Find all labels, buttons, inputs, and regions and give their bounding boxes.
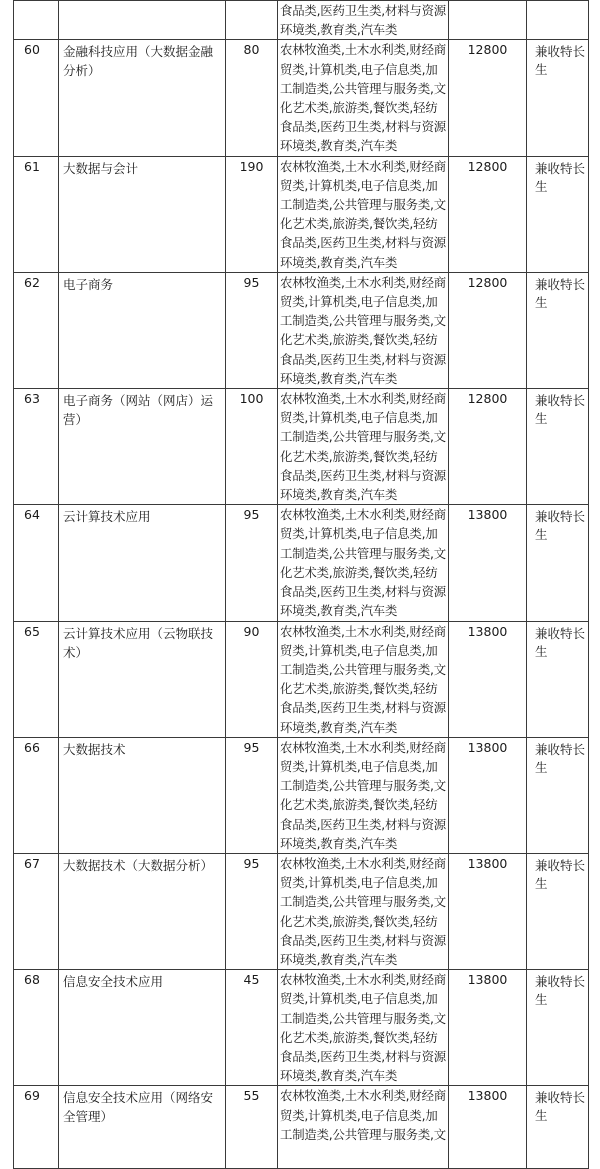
tuition-fee-cell: 13800 — [449, 1086, 527, 1169]
categories-line: 环境类,教育类,汽车类 — [280, 1068, 398, 1084]
table-row — [14, 389, 589, 505]
table-row — [14, 156, 589, 272]
categories-line: 化艺术类,旅游类,餐饮类,轻纺 — [280, 1029, 438, 1045]
categories-line: 贸类,计算机类,电子信息类,加 — [280, 1107, 438, 1123]
categories-line: 环境类,教育类,汽车类 — [280, 951, 398, 967]
major-name-line: 信息安全技术应用 — [63, 974, 164, 990]
categories-line: 工制造类,公共管理与服务类,文 — [280, 80, 446, 96]
plan-count-cell: 95 — [226, 853, 278, 969]
categories-line: 农林牧渔类,土木水利类,财经商 — [280, 972, 446, 988]
categories-line: 工制造类,公共管理与服务类,文 — [280, 778, 446, 794]
categories-line: 化艺术类,旅游类,餐饮类,轻纺 — [280, 681, 438, 697]
tuition-fee-cell: 13800 — [449, 970, 527, 1086]
major-name-cell — [59, 1086, 226, 1169]
tuition-fee-cell: 12800 — [449, 272, 527, 388]
categories-line: 食品类,医药卫生类,材料与资源 — [280, 1048, 446, 1064]
categories-line: 贸类,计算机类,电子信息类,加 — [280, 875, 438, 891]
table-row — [14, 970, 589, 1086]
row-number-cell: 63 — [14, 389, 59, 505]
note-cell: 兼收特长生 — [527, 156, 589, 272]
row-number-cell: 68 — [14, 970, 59, 1086]
categories-line: 环境类,教育类,汽车类 — [280, 254, 398, 270]
major-name-line: 金融科技应用（大数据金融 — [63, 44, 214, 60]
table-row — [14, 1086, 589, 1169]
categories-line: 环境类,教育类,汽车类 — [280, 603, 398, 619]
categories-line: 农林牧渔类,土木水利类,财经商 — [280, 507, 446, 523]
categories-line: 化艺术类,旅游类,餐饮类,轻纺 — [280, 332, 438, 348]
note-cell: 兼收特长生 — [527, 853, 589, 969]
categories-cell — [278, 156, 449, 272]
categories-line: 贸类,计算机类,电子信息类,加 — [280, 294, 438, 310]
categories-line: 化艺术类,旅游类,餐饮类,轻纺 — [280, 448, 438, 464]
major-name-line: 云计算技术应用（云物联技 — [63, 625, 214, 641]
categories-line: 食品类,医药卫生类,材料与资源 — [280, 351, 446, 367]
categories-cell — [278, 40, 449, 156]
table-body — [14, 1, 589, 1169]
categories-cell — [278, 970, 449, 1086]
categories-line: 贸类,计算机类,电子信息类,加 — [280, 526, 438, 542]
categories-line: 工制造类,公共管理与服务类,文 — [280, 661, 446, 677]
table-row — [14, 737, 589, 853]
categories-line: 贸类,计算机类,电子信息类,加 — [280, 410, 438, 426]
table-row — [14, 40, 589, 156]
table-row — [14, 505, 589, 621]
table-row — [14, 853, 589, 969]
categories-line: 工制造类,公共管理与服务类,文 — [280, 1126, 446, 1142]
categories-line: 贸类,计算机类,电子信息类,加 — [280, 61, 438, 77]
categories-line: 农林牧渔类,土木水利类,财经商 — [280, 855, 446, 871]
major-name-line: 电子商务（网站（网店）运 — [63, 393, 214, 409]
note-cell: 兼收特长生 — [527, 737, 589, 853]
categories-line: 环境类,教育类,汽车类 — [280, 487, 398, 503]
enrollment-table — [13, 0, 589, 1169]
categories-line: 农林牧渔类,土木水利类,财经商 — [280, 623, 446, 639]
categories-cell — [278, 505, 449, 621]
categories-line: 化艺术类,旅游类,餐饮类,轻纺 — [280, 913, 438, 929]
plan-count-cell: 80 — [226, 40, 278, 156]
categories-line: 工制造类,公共管理与服务类,文 — [280, 1010, 446, 1026]
major-name-cell — [59, 389, 226, 505]
categories-line: 工制造类,公共管理与服务类,文 — [280, 429, 446, 445]
row-number-cell: 69 — [14, 1086, 59, 1169]
row-number-cell: 60 — [14, 40, 59, 156]
categories-cell — [278, 737, 449, 853]
tuition-fee-cell: 13800 — [449, 621, 527, 737]
row-number-cell: 61 — [14, 156, 59, 272]
tuition-fee-cell: 12800 — [449, 389, 527, 505]
major-name-line: 信息安全技术应用（网络安 — [63, 1090, 214, 1106]
major-name-line: 大数据与会计 — [63, 160, 139, 176]
major-name-line: 全管理） — [63, 1109, 114, 1125]
categories-line: 食品类,医药卫生类,材料与资源 — [280, 235, 446, 251]
categories-line: 工制造类,公共管理与服务类,文 — [280, 545, 446, 561]
tuition-fee-cell: 13800 — [449, 737, 527, 853]
categories-line: 贸类,计算机类,电子信息类,加 — [280, 642, 438, 658]
tuition-fee-cell: 13800 — [449, 505, 527, 621]
plan-count-cell: 95 — [226, 505, 278, 621]
row-number-cell: 67 — [14, 853, 59, 969]
major-name-cell — [59, 853, 226, 969]
major-name-line: 大数据技术 — [63, 741, 126, 757]
categories-line: 化艺术类,旅游类,餐饮类,轻纺 — [280, 564, 438, 580]
categories-line: 贸类,计算机类,电子信息类,加 — [280, 177, 438, 193]
plan-count-cell: 100 — [226, 389, 278, 505]
row-number-cell: 66 — [14, 737, 59, 853]
note-cell: 兼收特长生 — [527, 40, 589, 156]
categories-line: 食品类,医药卫生类,材料与资源 — [280, 816, 446, 832]
categories-line: 食品类,医药卫生类,材料与资源 — [280, 932, 446, 948]
categories-line: 食品类,医药卫生类,材料与资源 — [280, 3, 446, 18]
plan-count-cell: 90 — [226, 621, 278, 737]
note-cell: 兼收特长生 — [527, 272, 589, 388]
plan-count-cell: 95 — [226, 737, 278, 853]
table-row-fragment — [14, 1, 589, 40]
tuition-fee-cell: 13800 — [449, 853, 527, 969]
categories-cell — [278, 272, 449, 388]
categories-line: 化艺术类,旅游类,餐饮类,轻纺 — [280, 216, 438, 232]
categories-line: 贸类,计算机类,电子信息类,加 — [280, 991, 438, 1007]
major-name-line: 大数据技术（大数据分析） — [63, 857, 214, 873]
categories-line: 农林牧渔类,土木水利类,财经商 — [280, 42, 446, 58]
plan-count-cell: 55 — [226, 1086, 278, 1169]
categories-line: 农林牧渔类,土木水利类,财经商 — [280, 391, 446, 407]
categories-line: 化艺术类,旅游类,餐饮类,轻纺 — [280, 797, 438, 813]
categories-cell — [278, 1086, 449, 1169]
note-cell: 兼收特长生 — [527, 621, 589, 737]
note-cell: 兼收特长生 — [527, 505, 589, 621]
major-name-cell — [59, 737, 226, 853]
categories-line: 农林牧渔类,土木水利类,财经商 — [280, 158, 446, 174]
major-name-line: 云计算技术应用 — [63, 509, 151, 525]
categories-line: 环境类,教育类,汽车类 — [280, 719, 398, 735]
categories-line: 农林牧渔类,土木水利类,财经商 — [280, 739, 446, 755]
note-cell: 兼收特长生 — [527, 970, 589, 1086]
categories-cell — [278, 389, 449, 505]
categories-line: 工制造类,公共管理与服务类,文 — [280, 894, 446, 910]
categories-line: 环境类,教育类,汽车类 — [280, 370, 398, 386]
major-name-line: 分析） — [63, 63, 101, 79]
table-row — [14, 621, 589, 737]
major-name-cell — [59, 272, 226, 388]
table-row — [14, 272, 589, 388]
categories-line: 食品类,医药卫生类,材料与资源 — [280, 700, 446, 716]
note-cell: 兼收特长生 — [527, 389, 589, 505]
row-number-cell: 65 — [14, 621, 59, 737]
categories-line: 环境类,教育类,汽车类 — [280, 22, 398, 38]
categories-cell — [278, 621, 449, 737]
major-name-cell — [59, 156, 226, 272]
major-name-line: 电子商务 — [63, 276, 114, 292]
tuition-fee-cell: 12800 — [449, 40, 527, 156]
categories-line: 环境类,教育类,汽车类 — [280, 138, 398, 154]
categories-line: 工制造类,公共管理与服务类,文 — [280, 197, 446, 213]
note-cell: 兼收特长生 — [527, 1086, 589, 1169]
plan-count-cell: 95 — [226, 272, 278, 388]
categories-line: 食品类,医药卫生类,材料与资源 — [280, 584, 446, 600]
categories-line: 工制造类,公共管理与服务类,文 — [280, 313, 446, 329]
plan-count-cell: 45 — [226, 970, 278, 1086]
tuition-fee-cell: 12800 — [449, 156, 527, 272]
categories-cell — [278, 853, 449, 969]
major-name-cell — [59, 505, 226, 621]
categories-line: 农林牧渔类,土木水利类,财经商 — [280, 1088, 446, 1104]
categories-line: 贸类,计算机类,电子信息类,加 — [280, 758, 438, 774]
categories-line: 化艺术类,旅游类,餐饮类,轻纺 — [280, 100, 438, 116]
plan-count-cell: 190 — [226, 156, 278, 272]
major-name-line: 术） — [63, 644, 89, 660]
row-number-cell: 64 — [14, 505, 59, 621]
categories-line: 食品类,医药卫生类,材料与资源 — [280, 119, 446, 135]
major-name-line: 营） — [63, 412, 89, 428]
major-name-cell — [59, 970, 226, 1086]
categories-line: 农林牧渔类,土木水利类,财经商 — [280, 274, 446, 290]
major-name-cell — [59, 40, 226, 156]
categories-line: 食品类,医药卫生类,材料与资源 — [280, 467, 446, 483]
major-name-cell — [59, 621, 226, 737]
categories-cell — [278, 1, 449, 40]
row-number-cell: 62 — [14, 272, 59, 388]
categories-line: 环境类,教育类,汽车类 — [280, 835, 398, 851]
